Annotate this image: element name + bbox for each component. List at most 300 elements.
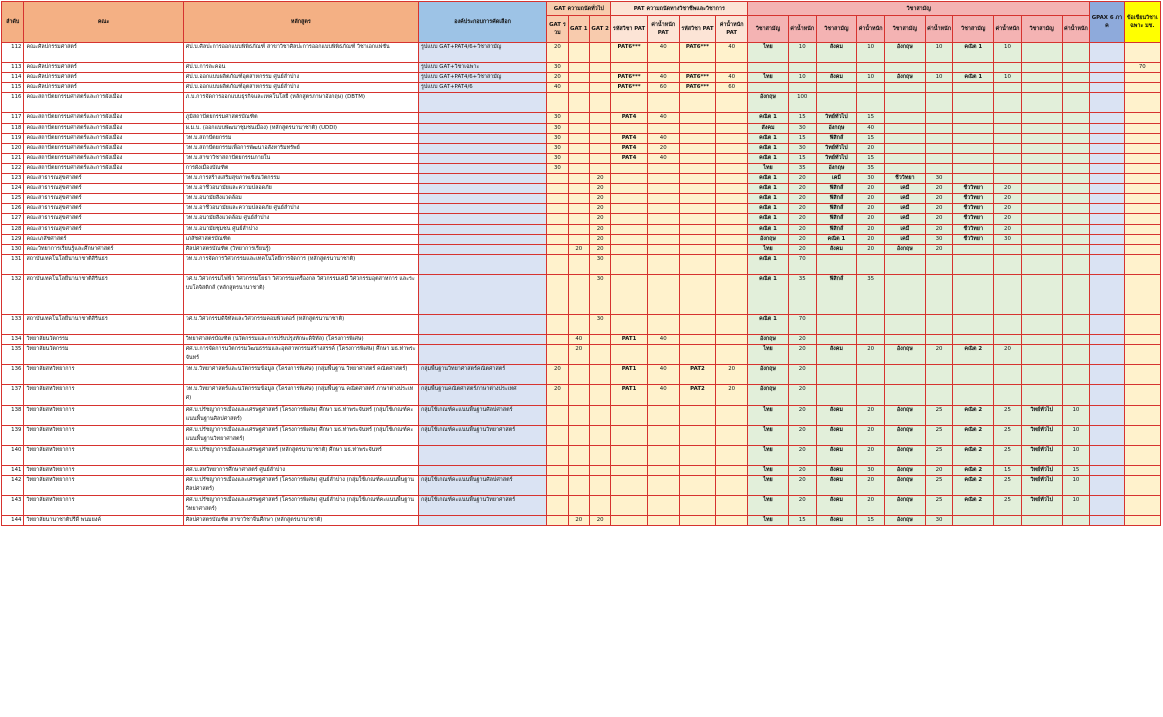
gat-score-cell: 20 xyxy=(589,244,610,254)
row-number-cell: 127 xyxy=(2,214,24,224)
subject-name-cell: เคมี xyxy=(885,234,926,244)
gat-score-cell: 20 xyxy=(589,174,610,184)
subject-name-cell: อังกฤษ xyxy=(816,163,857,173)
pat-weight-cell: 20 xyxy=(647,143,679,153)
pat-code-cell xyxy=(679,184,715,194)
gat-score-cell: 20 xyxy=(568,516,589,526)
subject-name-cell: ฟิสิกส์ xyxy=(816,274,857,314)
header-pat-group: PAT ความถนัดทางวิชาชีพและวิชาการ xyxy=(611,2,748,16)
pat-code-cell xyxy=(611,123,647,133)
subject-name-cell xyxy=(953,163,994,173)
table-row xyxy=(2,224,1161,234)
subject-weight-cell: 30 xyxy=(994,234,1022,244)
gpax-cell xyxy=(1090,465,1124,475)
subject-weight-cell: 20 xyxy=(994,345,1022,365)
pat-code-cell xyxy=(611,184,647,194)
subject-name-cell: วิทย์ทั่วไป xyxy=(1021,445,1062,465)
pat-code-cell xyxy=(679,123,715,133)
row-number-cell: 120 xyxy=(2,143,24,153)
faculty-cell: สถาบันเทคโนโลยีนานาชาติสิรินธร xyxy=(24,315,183,335)
subject-name-cell xyxy=(1021,244,1062,254)
row-number-cell: 119 xyxy=(2,133,24,143)
gat-score-cell xyxy=(547,93,568,113)
subject-name-cell: คณิต 2 xyxy=(953,405,994,425)
subject-weight-cell xyxy=(994,335,1022,345)
pat-weight-cell xyxy=(647,234,679,244)
selection-form-cell: กลุ่มใช้เกณฑ์คะแนนพื้นฐานวิทยาศาสตร์ xyxy=(418,496,546,516)
subject-weight-cell: 20 xyxy=(788,194,816,204)
subject-name-cell xyxy=(748,63,789,73)
pat-weight-cell xyxy=(716,153,748,163)
pat-weight-cell xyxy=(647,345,679,365)
subject-name-cell: ไทย xyxy=(748,465,789,475)
selection-form-cell xyxy=(418,315,546,335)
subject-weight-cell xyxy=(994,163,1022,173)
table-row xyxy=(2,315,1161,335)
specific-exam-cell xyxy=(1124,73,1161,83)
subject-weight-cell xyxy=(925,143,953,153)
subject-weight-cell: 20 xyxy=(994,224,1022,234)
subject-weight-cell: 70 xyxy=(788,315,816,335)
pat-weight-cell xyxy=(647,315,679,335)
subject-name-cell xyxy=(1021,143,1062,153)
gpax-cell xyxy=(1090,123,1124,133)
specific-exam-cell xyxy=(1124,184,1161,194)
subject-weight-cell xyxy=(925,315,953,335)
subject-weight-cell: 25 xyxy=(994,445,1022,465)
subject-name-cell: ฟิสิกส์ xyxy=(816,224,857,234)
pat-code-cell: PAT4 xyxy=(611,153,647,163)
faculty-cell: วิทยาลัยสหวิทยาการ xyxy=(24,385,183,405)
pat-weight-cell: 60 xyxy=(716,83,748,93)
gat-score-cell xyxy=(568,445,589,465)
gat-score-cell xyxy=(568,83,589,93)
gat-score-cell xyxy=(547,335,568,345)
subject-weight-cell: 30 xyxy=(857,465,885,475)
pat-code-cell xyxy=(611,475,647,495)
specific-exam-cell xyxy=(1124,315,1161,335)
pat-code-cell xyxy=(611,204,647,214)
table-row xyxy=(2,274,1161,314)
subject-weight-cell xyxy=(857,365,885,385)
subject-weight-cell: 15 xyxy=(788,133,816,143)
subject-weight-cell xyxy=(994,63,1022,73)
subject-name-cell: วิทย์ทั่วไป xyxy=(816,153,857,163)
subject-weight-cell xyxy=(925,113,953,123)
pat-weight-cell xyxy=(716,475,748,495)
subject-name-cell xyxy=(1021,214,1062,224)
specific-exam-cell xyxy=(1124,365,1161,385)
table-row xyxy=(2,234,1161,244)
header-pat-weight-1: ค่าน้ำหนัก PAT xyxy=(647,16,679,43)
pat-weight-cell xyxy=(716,204,748,214)
subject-weight-cell: 25 xyxy=(994,496,1022,516)
subject-name-cell: อังกฤษ xyxy=(885,425,926,445)
gpax-cell xyxy=(1090,73,1124,83)
gat-score-cell: 20 xyxy=(568,345,589,365)
subject-weight-cell: 20 xyxy=(857,496,885,516)
gat-score-cell xyxy=(568,143,589,153)
gpax-cell xyxy=(1090,445,1124,465)
faculty-cell: คณะสถาปัตยกรรมศาสตร์และการผังเมือง xyxy=(24,163,183,173)
subject-name-cell xyxy=(748,83,789,93)
pat-weight-cell: 40 xyxy=(647,113,679,123)
subject-name-cell xyxy=(1021,234,1062,244)
subject-name-cell xyxy=(885,123,926,133)
subject-name-cell: คณิต 1 xyxy=(748,174,789,184)
pat-weight-cell xyxy=(716,143,748,153)
gat-score-cell xyxy=(547,516,568,526)
subject-weight-cell xyxy=(925,133,953,143)
pat-weight-cell xyxy=(647,174,679,184)
subject-name-cell xyxy=(1021,365,1062,385)
row-number-cell: 115 xyxy=(2,83,24,93)
gat-score-cell xyxy=(589,445,610,465)
subject-weight-cell: 20 xyxy=(857,425,885,445)
faculty-cell: คณะสาธารณสุขศาสตร์ xyxy=(24,184,183,194)
row-number-cell: 116 xyxy=(2,93,24,113)
pat-code-cell xyxy=(611,405,647,425)
gpax-cell xyxy=(1090,405,1124,425)
pat-weight-cell xyxy=(647,93,679,113)
subject-name-cell xyxy=(885,153,926,163)
program-cell: ศศ.บ.สหวิทยาการศึกษาศาสตร์ ศูนย์ลำปาง xyxy=(183,465,418,475)
gat-score-cell xyxy=(589,405,610,425)
subject-weight-cell: 35 xyxy=(857,274,885,314)
pat-code-cell xyxy=(611,496,647,516)
gat-score-cell: 30 xyxy=(547,143,568,153)
subject-weight-cell: 20 xyxy=(857,143,885,153)
subject-weight-cell: 20 xyxy=(925,244,953,254)
subject-weight-cell xyxy=(925,365,953,385)
pat-code-cell: PAT4 xyxy=(611,143,647,153)
header-gpax: GPAX 6 ภาค xyxy=(1090,2,1124,43)
gat-score-cell xyxy=(568,274,589,314)
subject-weight-cell: 10 xyxy=(1062,496,1090,516)
gat-score-cell xyxy=(547,204,568,214)
faculty-cell: วิทยาลัยสหวิทยาการ xyxy=(24,465,183,475)
pat-code-cell: PAT6*** xyxy=(611,83,647,93)
subject-weight-cell xyxy=(1062,194,1090,204)
subject-weight-cell: 20 xyxy=(994,204,1022,214)
selection-form-cell xyxy=(418,163,546,173)
gat-score-cell xyxy=(568,73,589,83)
subject-name-cell: คณิต 1 xyxy=(748,315,789,335)
pat-code-cell: PAT1 xyxy=(611,385,647,405)
pat-weight-cell: 40 xyxy=(647,365,679,385)
selection-form-cell xyxy=(418,244,546,254)
pat-code-cell xyxy=(611,244,647,254)
subject-name-cell: คณิต 1 xyxy=(748,214,789,224)
gat-score-cell xyxy=(568,234,589,244)
pat-code-cell xyxy=(679,143,715,153)
gat-score-cell: 20 xyxy=(589,214,610,224)
subject-name-cell xyxy=(885,163,926,173)
gpax-cell xyxy=(1090,113,1124,123)
gat-score-cell: 30 xyxy=(547,113,568,123)
pat-weight-cell xyxy=(647,445,679,465)
subject-name-cell xyxy=(953,385,994,405)
subject-name-cell xyxy=(953,143,994,153)
subject-name-cell xyxy=(816,63,857,73)
subject-name-cell xyxy=(1021,254,1062,274)
table-row xyxy=(2,214,1161,224)
gat-score-cell: 30 xyxy=(547,153,568,163)
subject-weight-cell xyxy=(1062,133,1090,143)
subject-name-cell xyxy=(885,315,926,335)
row-number-cell: 112 xyxy=(2,43,24,63)
table-row xyxy=(2,496,1161,516)
header-subject-3: วิชาสามัญ xyxy=(885,16,926,43)
gpax-cell xyxy=(1090,425,1124,445)
pat-code-cell xyxy=(679,174,715,184)
subject-weight-cell: 15 xyxy=(994,465,1022,475)
gat-score-cell xyxy=(547,224,568,234)
program-cell: วศ.บ.วิศวกรรมไฟฟ้า วิศวกรรมโยธา วิศวกรรมเครื่องกล วิศวกรรมเคมี วิศวกรรมอุตสาหการ และระบบโลจิสติกส์ (หลักสูตรนานาชาติ) xyxy=(183,274,418,314)
subject-weight-cell xyxy=(1062,315,1090,335)
subject-name-cell: วิทย์ทั่วไป xyxy=(816,113,857,123)
pat-weight-cell xyxy=(716,425,748,445)
header-subject-4: วิชาสามัญ xyxy=(953,16,994,43)
subject-name-cell: อังกฤษ xyxy=(748,385,789,405)
subject-name-cell xyxy=(1021,335,1062,345)
subject-name-cell: ชีววิทยา xyxy=(953,184,994,194)
pat-weight-cell xyxy=(647,254,679,274)
subject-weight-cell: 25 xyxy=(994,425,1022,445)
specific-exam-cell xyxy=(1124,163,1161,173)
subject-name-cell xyxy=(953,365,994,385)
row-number-cell: 140 xyxy=(2,445,24,465)
pat-code-cell: PAT2 xyxy=(679,385,715,405)
specific-exam-cell: 70 xyxy=(1124,63,1161,73)
subject-weight-cell xyxy=(994,153,1022,163)
subject-weight-cell: 20 xyxy=(788,425,816,445)
specific-exam-cell xyxy=(1124,224,1161,234)
specific-exam-cell xyxy=(1124,516,1161,526)
pat-code-cell xyxy=(679,113,715,123)
pat-code-cell: PAT2 xyxy=(679,365,715,385)
subject-name-cell: ไทย xyxy=(748,163,789,173)
subject-weight-cell: 20 xyxy=(857,345,885,365)
faculty-cell: คณะสถาปัตยกรรมศาสตร์และการผังเมือง xyxy=(24,153,183,163)
row-number-cell: 125 xyxy=(2,194,24,204)
subject-weight-cell: 20 xyxy=(788,244,816,254)
subject-weight-cell: 20 xyxy=(857,184,885,194)
gat-score-cell xyxy=(568,254,589,274)
subject-name-cell: สังคม xyxy=(816,244,857,254)
subject-weight-cell: 25 xyxy=(925,475,953,495)
gat-score-cell xyxy=(589,63,610,73)
subject-name-cell: อังกฤษ xyxy=(885,244,926,254)
pat-weight-cell xyxy=(647,516,679,526)
subject-name-cell: ฟิสิกส์ xyxy=(816,184,857,194)
gat-score-cell xyxy=(568,194,589,204)
gat-score-cell: 20 xyxy=(547,365,568,385)
program-cell: วท.บ.สาขาวิชาสถาปัตยกรรมภายใน xyxy=(183,153,418,163)
gpax-cell xyxy=(1090,133,1124,143)
subject-name-cell: อังกฤษ xyxy=(816,123,857,133)
pat-weight-cell xyxy=(716,445,748,465)
subject-weight-cell: 30 xyxy=(925,234,953,244)
subject-name-cell xyxy=(953,93,994,113)
selection-form-cell xyxy=(418,153,546,163)
pat-weight-cell xyxy=(647,123,679,133)
faculty-cell: วิทยาลัยนวัตกรรม xyxy=(24,335,183,345)
faculty-cell: คณะศิลปกรรมศาสตร์ xyxy=(24,83,183,93)
header-weight-4: ค่าน้ำหนัก xyxy=(994,16,1022,43)
subject-weight-cell: 20 xyxy=(857,234,885,244)
subject-name-cell: อังกฤษ xyxy=(885,73,926,83)
gat-score-cell: 20 xyxy=(589,516,610,526)
header-pat-code-1: รหัสวิชา PAT xyxy=(611,16,647,43)
pat-code-cell xyxy=(611,214,647,224)
subject-name-cell xyxy=(1021,113,1062,123)
subject-weight-cell: 35 xyxy=(857,163,885,173)
pat-weight-cell: 40 xyxy=(716,43,748,63)
gat-score-cell: 30 xyxy=(589,315,610,335)
table-row xyxy=(2,43,1161,63)
subject-weight-cell: 40 xyxy=(857,123,885,133)
gat-score-cell xyxy=(547,465,568,475)
pat-weight-cell xyxy=(716,63,748,73)
subject-weight-cell xyxy=(994,244,1022,254)
subject-weight-cell xyxy=(994,143,1022,153)
subject-weight-cell xyxy=(994,83,1022,93)
subject-weight-cell xyxy=(1062,63,1090,73)
subject-weight-cell: 30 xyxy=(857,174,885,184)
pat-code-cell: PAT4 xyxy=(611,113,647,123)
gat-score-cell xyxy=(589,133,610,143)
header-gat-group: GAT ความถนัดทั่วไป xyxy=(547,2,611,16)
subject-weight-cell xyxy=(1062,174,1090,184)
pat-code-cell xyxy=(679,204,715,214)
program-cell: ภูมิสถาปัตยกรรมศาสตรบัณฑิต xyxy=(183,113,418,123)
header-faculty: คณะ xyxy=(24,2,183,43)
subject-name-cell: เคมี xyxy=(885,204,926,214)
subject-weight-cell: 30 xyxy=(788,143,816,153)
subject-weight-cell xyxy=(1062,43,1090,63)
subject-name-cell xyxy=(953,315,994,335)
gat-score-cell: 20 xyxy=(589,224,610,234)
subject-name-cell: คณิต 1 xyxy=(748,224,789,234)
gat-score-cell: 20 xyxy=(547,385,568,405)
pat-code-cell xyxy=(679,405,715,425)
gat-score-cell xyxy=(547,445,568,465)
subject-name-cell: คณิต 2 xyxy=(953,465,994,475)
pat-weight-cell: 40 xyxy=(647,153,679,163)
specific-exam-cell xyxy=(1124,335,1161,345)
pat-weight-cell xyxy=(716,184,748,194)
pat-weight-cell xyxy=(716,113,748,123)
pat-code-cell xyxy=(611,516,647,526)
subject-weight-cell: 20 xyxy=(788,475,816,495)
row-number-cell: 135 xyxy=(2,345,24,365)
pat-code-cell xyxy=(611,425,647,445)
subject-name-cell xyxy=(1021,194,1062,204)
faculty-cell: คณะศิลปกรรมศาสตร์ xyxy=(24,43,183,63)
subject-name-cell xyxy=(816,315,857,335)
subject-weight-cell xyxy=(1062,214,1090,224)
pat-code-cell: PAT1 xyxy=(611,365,647,385)
row-number-cell: 128 xyxy=(2,224,24,234)
subject-name-cell xyxy=(953,335,994,345)
gat-score-cell xyxy=(589,465,610,475)
pat-code-cell xyxy=(611,465,647,475)
subject-weight-cell: 25 xyxy=(925,496,953,516)
table-row xyxy=(2,163,1161,173)
header-subject-2: วิชาสามัญ xyxy=(816,16,857,43)
subject-name-cell xyxy=(953,63,994,73)
row-number-cell: 142 xyxy=(2,475,24,495)
subject-name-cell: ไทย xyxy=(748,516,789,526)
subject-name-cell: สังคม xyxy=(816,445,857,465)
program-cell: ศิลปศาสตรบัณฑิต สาขาวิชาจีนศึกษา (หลักสูตรนานาชาติ) xyxy=(183,516,418,526)
table-row xyxy=(2,194,1161,204)
subject-weight-cell: 15 xyxy=(857,516,885,526)
subject-weight-cell xyxy=(994,315,1022,335)
subject-name-cell xyxy=(1021,184,1062,194)
gpax-cell xyxy=(1090,63,1124,73)
table-row xyxy=(2,465,1161,475)
gat-score-cell xyxy=(589,83,610,93)
program-cell: ผ.ม.บ. (ออกแบบพัฒนาชุมชนเมือง) (หลักสูตรนานาชาติ) (UDDI) xyxy=(183,123,418,133)
gpax-cell xyxy=(1090,184,1124,194)
header-weight-2: ค่าน้ำหนัก xyxy=(857,16,885,43)
gpax-cell xyxy=(1090,224,1124,234)
subject-weight-cell: 20 xyxy=(857,405,885,425)
subject-weight-cell: 25 xyxy=(925,445,953,465)
subject-name-cell: สังคม xyxy=(816,405,857,425)
row-number-cell: 139 xyxy=(2,425,24,445)
pat-code-cell xyxy=(679,445,715,465)
subject-name-cell: สังคม xyxy=(816,73,857,83)
row-number-cell: 144 xyxy=(2,516,24,526)
table-row xyxy=(2,133,1161,143)
table-row xyxy=(2,204,1161,214)
faculty-cell: วิทยาลัยนานาชาติปรีดี พนมยงค์ xyxy=(24,516,183,526)
selection-form-cell xyxy=(418,335,546,345)
subject-weight-cell: 30 xyxy=(788,123,816,133)
gat-score-cell: 20 xyxy=(568,244,589,254)
gpax-cell xyxy=(1090,274,1124,314)
gpax-cell xyxy=(1090,234,1124,244)
gat-score-cell xyxy=(589,345,610,365)
gat-score-cell: 40 xyxy=(568,335,589,345)
row-number-cell: 143 xyxy=(2,496,24,516)
selection-form-cell: รูปแบบ GAT+PAT4/6 xyxy=(418,83,546,93)
pat-weight-cell xyxy=(647,163,679,173)
subject-weight-cell: 15 xyxy=(857,113,885,123)
program-cell: วท.บ.การจัดการวิศวกรรมและเทคโนโลยีการจัดการ (หลักสูตรนานาชาติ) xyxy=(183,254,418,274)
subject-name-cell: ไทย xyxy=(748,43,789,63)
subject-weight-cell xyxy=(994,93,1022,113)
subject-name-cell: อังกฤษ xyxy=(885,445,926,465)
program-cell: ศป.บ.ศิลปะการออกแบบพิพิธภัณฑ์ สาขาวิชาศิลปะการออกแบบพิพิธภัณฑ์ วิชาเอกแฟชั่น xyxy=(183,43,418,63)
subject-weight-cell: 20 xyxy=(857,475,885,495)
selection-form-cell xyxy=(418,143,546,153)
subject-name-cell: วิทย์ทั่วไป xyxy=(1021,465,1062,475)
gat-score-cell: 20 xyxy=(589,194,610,204)
subject-name-cell xyxy=(953,254,994,274)
gat-score-cell: 30 xyxy=(547,163,568,173)
gpax-cell xyxy=(1090,153,1124,163)
pat-code-cell xyxy=(679,345,715,365)
table-row xyxy=(2,516,1161,526)
faculty-cell: คณะศิลปกรรมศาสตร์ xyxy=(24,63,183,73)
header-gat-1: GAT 1 xyxy=(568,16,589,43)
pat-weight-cell xyxy=(716,335,748,345)
subject-name-cell: คณิต 1 xyxy=(816,234,857,244)
